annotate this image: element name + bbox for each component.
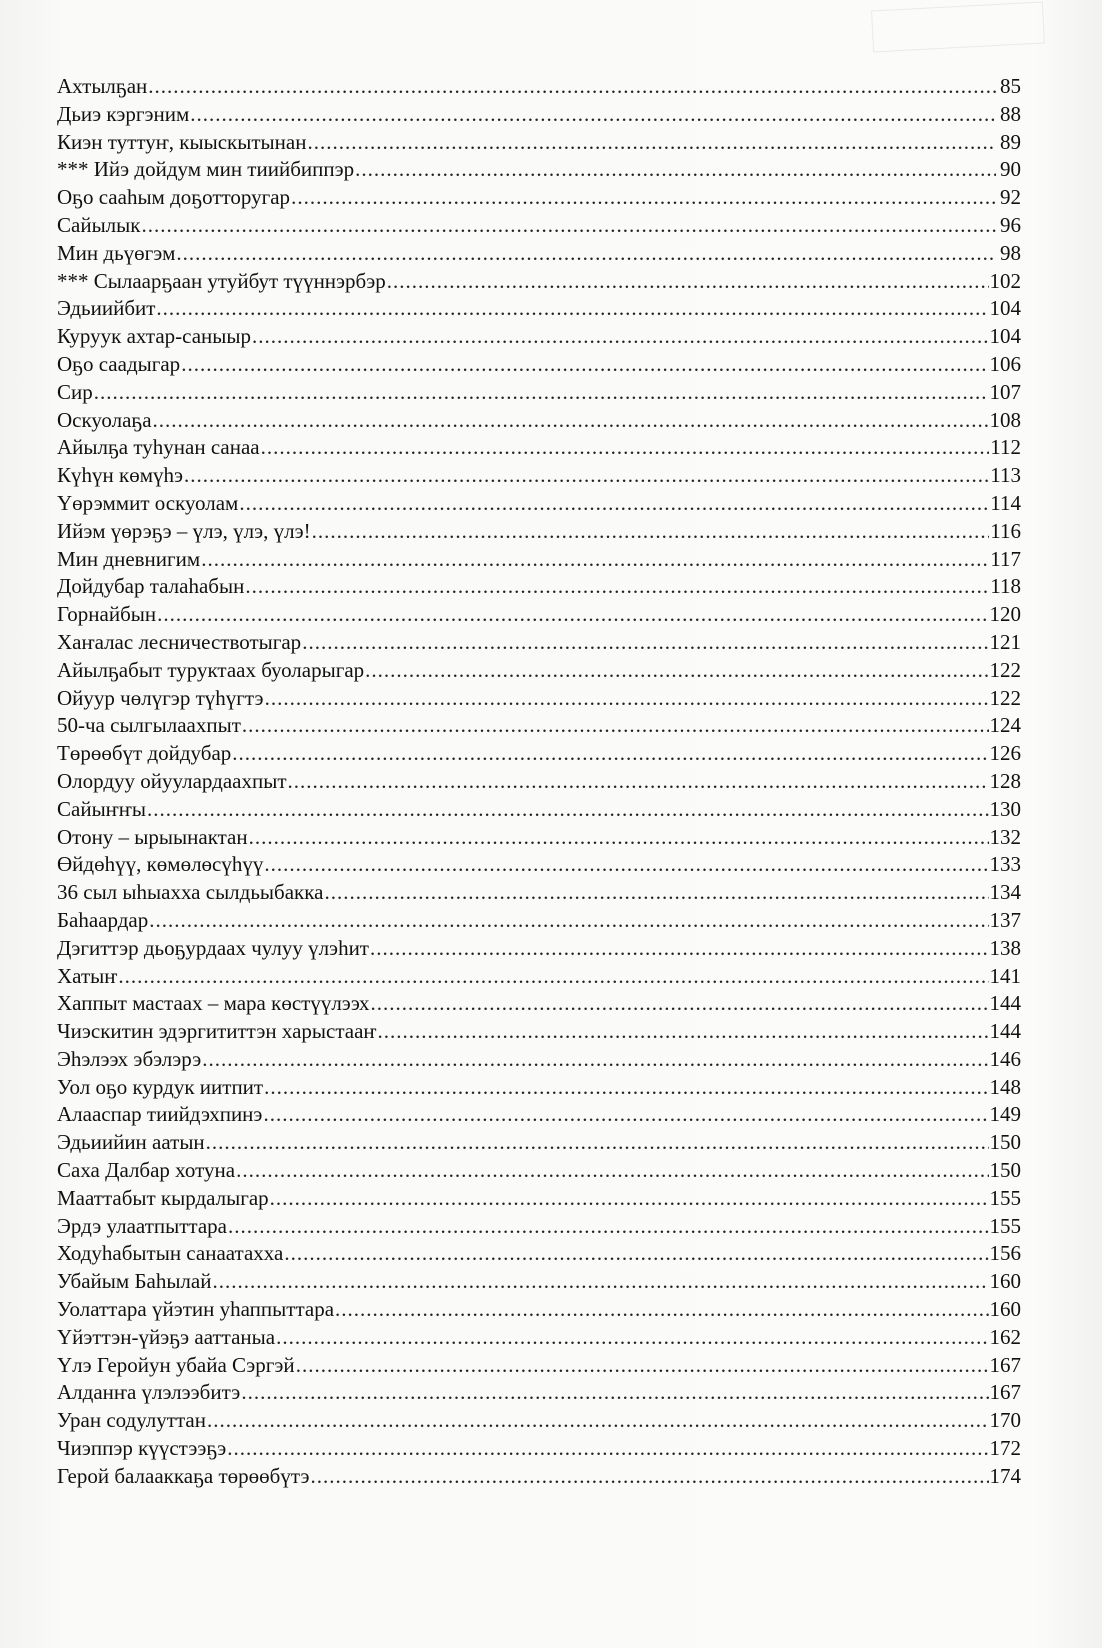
dot-leader	[370, 935, 989, 963]
dot-leader	[311, 1463, 989, 1491]
entry-page-number: 170	[989, 1408, 1021, 1433]
entry-title: Чиэппэр күүстээҕэ	[57, 1436, 227, 1461]
toc-entry	[57, 990, 1021, 1018]
entry-page-number: 96	[1000, 212, 1021, 237]
entry-page-number: 128	[989, 768, 1021, 793]
entry-title: Чиэскитин эдэргититтэн харыстааҥ	[57, 1019, 377, 1044]
toc-entry	[57, 907, 1021, 935]
entry-title: Отону – ырыынактан	[57, 824, 248, 849]
entry-page-number: 114	[990, 490, 1021, 515]
entry-title: Мааттабыт кырдалыгар	[57, 1185, 269, 1210]
entry-page-number: 107	[989, 379, 1021, 404]
toc-entry	[57, 796, 1021, 824]
toc-entry	[57, 1018, 1021, 1046]
dot-leader	[371, 990, 989, 1018]
dot-leader	[141, 212, 996, 240]
toc-entry	[57, 212, 1021, 240]
entry-page-number: 138	[989, 935, 1021, 960]
dot-leader	[264, 851, 988, 879]
dot-leader	[307, 129, 996, 157]
entry-title: Хаппыт мастаах – мара көстүүлээх	[57, 991, 370, 1016]
toc-entry	[57, 824, 1021, 852]
toc-entry	[57, 1129, 1021, 1157]
entry-page-number: 134	[989, 880, 1021, 905]
dot-leader	[249, 824, 989, 852]
toc-entry	[57, 546, 1021, 574]
entry-page-number: 144	[989, 1019, 1021, 1044]
entry-title: *** Ийэ дойдум мин тиийбиппэр	[57, 157, 355, 182]
dot-leader	[291, 184, 996, 212]
toc-entry	[57, 1046, 1021, 1074]
entry-page-number: 133	[989, 852, 1021, 877]
dot-leader	[202, 1046, 988, 1074]
entry-page-number: 174	[989, 1463, 1021, 1488]
dot-leader	[378, 1018, 989, 1046]
entry-page-number: 85	[1000, 74, 1021, 98]
toc-entry	[57, 935, 1021, 963]
toc-entry	[57, 323, 1021, 351]
entry-title: Уол оҕо курдук иитпит	[57, 1074, 264, 1099]
toc-entry	[57, 73, 1021, 101]
dot-leader	[153, 407, 989, 435]
toc-entry	[57, 712, 1021, 740]
entry-title: Киэн туттуҥ, кыыскытынан	[57, 129, 307, 154]
entry-page-number: 102	[989, 268, 1021, 293]
entry-title: Өйдөһүү, көмөлөсүһүү	[57, 852, 264, 877]
entry-page-number: 144	[989, 991, 1021, 1016]
dot-leader	[252, 323, 988, 351]
entry-title: Хатыҥ	[57, 963, 118, 988]
entry-title: Эрдэ улаатпыттара	[57, 1213, 227, 1238]
toc-entry	[57, 490, 1021, 518]
toc-entry	[57, 379, 1021, 407]
entry-page-number: 150	[989, 1130, 1021, 1155]
entry-title: Сайылык	[57, 212, 141, 237]
toc-entry	[57, 156, 1021, 184]
entry-title: Хаҥалас лесничествотыгар	[57, 629, 302, 654]
toc-entry	[57, 518, 1021, 546]
toc-entry	[57, 462, 1021, 490]
dot-leader	[241, 1379, 988, 1407]
entry-page-number: 108	[989, 407, 1021, 432]
entry-page-number: 137	[989, 907, 1021, 932]
toc-entry	[57, 1185, 1021, 1213]
entry-page-number: 124	[989, 713, 1021, 738]
entry-title: Эдьиийбит	[57, 296, 156, 321]
toc-entry	[57, 1352, 1021, 1380]
toc-entry	[57, 1296, 1021, 1324]
entry-title: Үлэ Геройун убайа Сэргэй	[57, 1352, 295, 1377]
dot-leader	[228, 1213, 989, 1241]
toc-entry	[57, 434, 1021, 462]
toc-entry	[57, 768, 1021, 796]
entry-title: Баһаардар	[57, 907, 149, 932]
entry-page-number: 117	[990, 546, 1021, 571]
entry-page-number: 150	[989, 1158, 1021, 1183]
dot-leader	[184, 462, 989, 490]
toc-entry	[57, 1324, 1021, 1352]
entry-title: Горнайбын	[57, 602, 157, 627]
entry-title: 50-ча сылгылаахпыт	[57, 713, 241, 738]
toc-entry	[57, 1463, 1021, 1491]
toc-entry	[57, 240, 1021, 268]
entry-title: Оскуолаҕа	[57, 407, 152, 432]
dot-leader	[201, 546, 989, 574]
entry-page-number: 160	[989, 1297, 1021, 1322]
entry-page-number: 167	[989, 1352, 1021, 1377]
entry-title: Дьиэ кэргэним	[57, 101, 190, 126]
toc-entry	[57, 1157, 1021, 1185]
entry-page-number: 122	[989, 657, 1021, 682]
toc-entry	[57, 1435, 1021, 1463]
entry-title: Сир	[57, 379, 93, 404]
toc-entry	[57, 1101, 1021, 1129]
entry-title: Олордуу ойуулардаахпыт	[57, 768, 287, 793]
entry-title: Герой балааккаҕа төрөөбүтэ	[57, 1463, 310, 1488]
entry-page-number: 106	[989, 351, 1021, 376]
toc-entry	[57, 879, 1021, 907]
dot-leader	[302, 629, 988, 657]
toc-entry	[57, 407, 1021, 435]
entry-title: Уолаттара үйэтин уһаппыттара	[57, 1297, 335, 1322]
toc-entry	[57, 1213, 1021, 1241]
dot-leader	[312, 518, 990, 546]
toc-entry	[57, 129, 1021, 157]
dot-leader	[190, 101, 996, 129]
toc-entry	[57, 295, 1021, 323]
entry-page-number: 149	[989, 1102, 1021, 1127]
entry-page-number: 126	[989, 741, 1021, 766]
dot-leader	[227, 1435, 988, 1463]
dot-leader	[149, 907, 988, 935]
toc-entry	[57, 1268, 1021, 1296]
toc-entry	[57, 601, 1021, 629]
dot-leader	[355, 156, 996, 184]
entry-page-number: 98	[1000, 240, 1021, 265]
entry-page-number: 141	[989, 963, 1021, 988]
entry-page-number: 167	[989, 1380, 1021, 1405]
entry-page-number: 132	[989, 824, 1021, 849]
entry-page-number: 118	[990, 574, 1021, 599]
entry-page-number: 156	[989, 1241, 1021, 1266]
entry-title: Алданҥа үлэлээбитэ	[57, 1380, 241, 1405]
entry-title: Эһэлээх эбэлэрэ	[57, 1046, 202, 1071]
dot-leader	[206, 1129, 989, 1157]
entry-title: Үйэттэн-үйэҕэ ааттаныа	[57, 1324, 276, 1349]
dot-leader	[284, 1240, 988, 1268]
entry-page-number: 172	[989, 1436, 1021, 1461]
entry-page-number: 155	[989, 1213, 1021, 1238]
entry-page-number: 90	[1000, 157, 1021, 182]
dot-leader	[264, 1074, 988, 1102]
dot-leader	[335, 1296, 988, 1324]
entry-title: Айылҕа туһунан санаа	[57, 435, 260, 460]
entry-title: Айылҕабыт туруктаах буоларыгар	[57, 657, 365, 682]
entry-page-number: 89	[1000, 129, 1021, 154]
toc-entry	[57, 573, 1021, 601]
dot-leader	[147, 796, 989, 824]
entry-title: Ойуур чөлүгэр түһүгтэ	[57, 685, 264, 710]
dot-leader	[245, 573, 989, 601]
entry-page-number: 148	[989, 1074, 1021, 1099]
toc-entry	[57, 963, 1021, 991]
entry-page-number: 146	[989, 1046, 1021, 1071]
entry-page-number: 121	[989, 629, 1021, 654]
toc-entry	[57, 184, 1021, 212]
dot-leader	[94, 379, 989, 407]
entry-page-number: 162	[989, 1324, 1021, 1349]
dot-leader	[265, 685, 989, 713]
entry-title: Үөрэммит оскуолам	[57, 490, 239, 515]
entry-page-number: 160	[989, 1269, 1021, 1294]
entry-title: Алааспар тиийдэхпинэ	[57, 1102, 263, 1127]
toc-entry	[57, 740, 1021, 768]
toc-entry	[57, 685, 1021, 713]
entry-page-number: 104	[989, 324, 1021, 349]
entry-title: Убайым Баһылай	[57, 1269, 212, 1294]
entry-title: Мин дьүөгэм	[57, 240, 176, 265]
dot-leader	[288, 768, 989, 796]
dot-leader	[181, 351, 988, 379]
dot-leader	[324, 879, 988, 907]
dot-leader	[148, 73, 996, 101]
entry-page-number: 116	[990, 518, 1021, 543]
entry-title: 36 сыл ыһыахха сылдьыбакка	[57, 880, 324, 905]
dot-leader	[118, 963, 988, 991]
toc-entry	[57, 351, 1021, 379]
entry-title: Эдьиийин аатын	[57, 1130, 205, 1155]
entry-page-number: 130	[989, 796, 1021, 821]
stamp-mark	[871, 2, 1045, 53]
entry-title: Ахтылҕан	[57, 74, 148, 98]
dot-leader	[263, 1101, 988, 1129]
toc-entry	[57, 268, 1021, 296]
dot-leader	[242, 712, 989, 740]
toc-entry	[57, 1379, 1021, 1407]
entry-page-number: 88	[1000, 101, 1021, 126]
dot-leader	[387, 268, 989, 296]
dot-leader	[296, 1352, 989, 1380]
dot-leader	[157, 601, 988, 629]
toc-entry	[57, 1240, 1021, 1268]
entry-title: Саха Далбар хотуна	[57, 1158, 236, 1183]
toc-entry	[57, 101, 1021, 129]
entry-title: Күһүн көмүһэ	[57, 463, 183, 488]
entry-title: Оҕо саадыгар	[57, 351, 181, 376]
entry-title: Дэгиттэр дьоҕурдаах чулуу үлэһит	[57, 935, 369, 960]
entry-page-number: 113	[990, 463, 1021, 488]
dot-leader	[236, 1157, 988, 1185]
toc-entry	[57, 1074, 1021, 1102]
entry-title: Сайыҥҥы	[57, 796, 146, 821]
entry-title: Ходуһабытын санаатахха	[57, 1241, 284, 1266]
dot-leader	[239, 490, 989, 518]
dot-leader	[207, 1407, 989, 1435]
entry-page-number: 92	[1000, 185, 1021, 210]
entry-title: *** Сылаарҕаан утуйбут түүннэрбэр	[57, 268, 386, 293]
toc-entry	[57, 851, 1021, 879]
entry-title: Уран содулуттан	[57, 1408, 206, 1433]
entry-title: Төрөөбүт дойдубар	[57, 741, 232, 766]
toc-entry	[57, 629, 1021, 657]
dot-leader	[276, 1324, 988, 1352]
toc-entry	[57, 1407, 1021, 1435]
entry-title: Куруук ахтар-саныыр	[57, 324, 252, 349]
dot-leader	[156, 295, 988, 323]
toc-entry	[57, 657, 1021, 685]
dot-leader	[365, 657, 988, 685]
dot-leader	[232, 740, 988, 768]
entry-page-number: 112	[990, 435, 1021, 460]
entry-page-number: 120	[989, 602, 1021, 627]
entry-page-number: 122	[989, 685, 1021, 710]
dot-leader	[176, 240, 996, 268]
dot-leader	[261, 434, 990, 462]
entry-page-number: 104	[989, 296, 1021, 321]
dot-leader	[212, 1268, 988, 1296]
table-of-contents	[57, 73, 1021, 1491]
entry-title: Ийэм үөрэҕэ – үлэ, үлэ, үлэ!	[57, 518, 311, 543]
entry-title: Дойдубар талаһабын	[57, 574, 245, 599]
entry-title: Мин дневнигим	[57, 546, 201, 571]
entry-page-number: 155	[989, 1185, 1021, 1210]
entry-title: Оҕо сааһым доҕотторугар	[57, 185, 291, 210]
dot-leader	[270, 1185, 989, 1213]
